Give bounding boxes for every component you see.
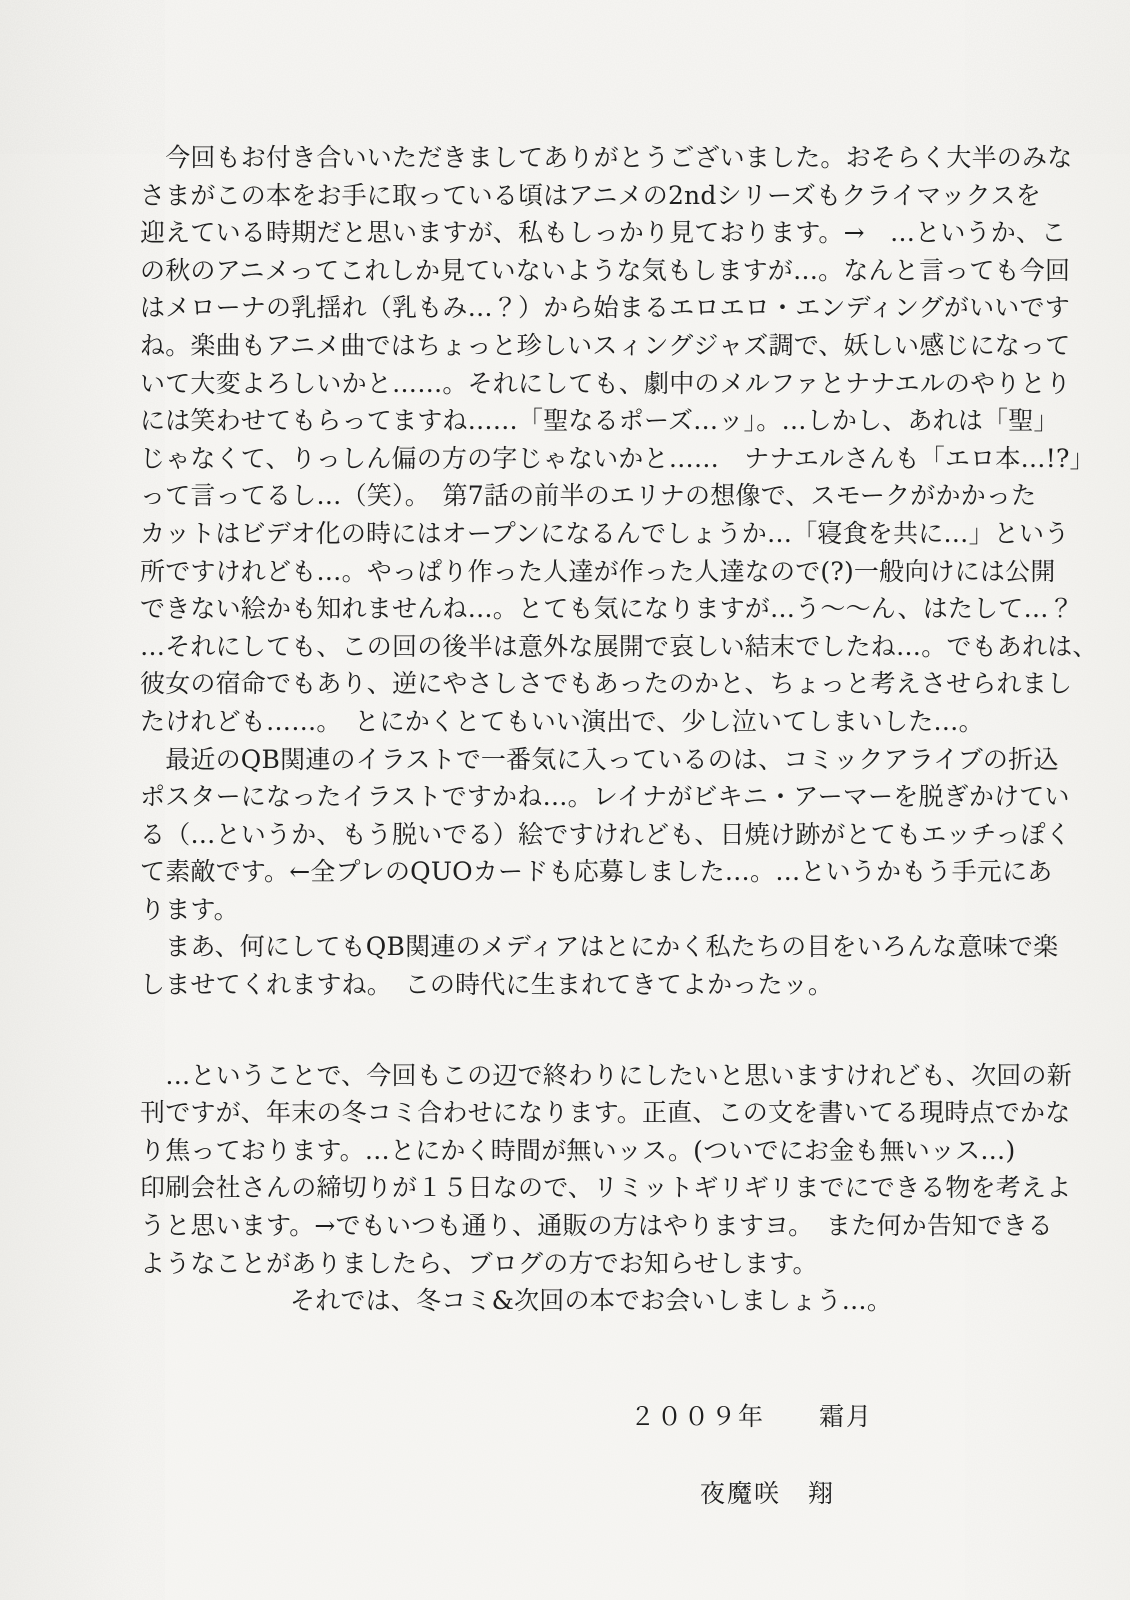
text-line: る（…というか、もう脱いでる）絵ですけれども、日焼け跡がとてもエッチっぽく (140, 819, 1071, 849)
text-line: …ということで、今回もこの辺で終わりにしたいと思いますけれども、次回の新 (140, 1060, 1072, 1090)
text-line: 刊ですが、年末の冬コミ合わせになります。正直、この文を書いてる現時点でかな (140, 1098, 1071, 1128)
text-line: カットはビデオ化の時にはオープンになるんでしょうか…「寝食を共に…」という (140, 518, 1070, 548)
text-line: 今回もお付き合いいただきましてありがとうございました。おそらく大半のみな (140, 143, 1073, 172)
text-line: まあ、何にしてもQB関連のメディアはとにかく私たちの目をいろんな意味で楽 (140, 932, 1059, 962)
text-line: できない絵かも知れませんね…。とても気になりますが…う～～ん、はたして…？ (140, 594, 1074, 624)
text-line: しませてくれますね。 この時代に生まれてきてよかったッ。 (140, 970, 834, 1000)
text-line: って言ってるし…（笑）。 第7話の前半のエリナの想像で、スモークがかかった (140, 481, 1037, 511)
text-line: じゃなくて、りっしん偏の方の字じゃないかと…… ナナエルさんも「エロ本…!?」 (140, 443, 1095, 473)
text-line: ね。楽曲もアニメ曲ではちょっと珍しいスィングジャズ調で、妖しい感じになって (140, 330, 1071, 360)
text-line: には笑わせてもらってますね……「聖なるポーズ…ッ」。…しかし、あれは「聖」 (140, 406, 1059, 436)
date-line: ２００９年 霜月 (630, 1401, 874, 1431)
text-line: ようなことがありましたら、ブログの方でお知らせします。 (140, 1248, 818, 1278)
afterword-text (140, 139, 1098, 1513)
text-line: て素敵です。←全プレのQUOカードも応募しました…。…というかもう手元にあ (140, 857, 1053, 887)
paragraph-poster-illustration (140, 741, 1071, 929)
paragraph-anime-impressions (140, 139, 1098, 741)
text-line: 迎えている時期だと思いますが、私もしっかり見ております。→ …というか、こ (140, 218, 1067, 248)
author-signature: 夜魔咲 翔 (700, 1479, 836, 1509)
text-line: はメローナの乳揺れ（乳もみ…？）から始まるエロエロ・エンディングがいいです (140, 293, 1070, 323)
text-line: うと思います。→でもいつも通り、通販の方はやりますヨ。 また何か告知できる (140, 1211, 1053, 1241)
closing-line: それでは、冬コミ&次回の本でお会いしましょう…。 (290, 1286, 893, 1316)
text-line: り焦っております。…とにかく時間が無いッス。(ついでにお金も無いッス…) (140, 1135, 1016, 1165)
text-line: の秋のアニメってこれしか見ていないような気もしますが…。なんと言っても今回 (140, 255, 1071, 285)
text-line: …それにしても、この回の後半は意外な展開で哀しい結末でしたね…。でもあれは、 (140, 631, 1098, 661)
text-line: ポスターになったイラストですかね…。レイナがビキニ・アーマーを脱ぎかけてい (140, 782, 1070, 812)
text-line: さまがこの本をお手に取っている頃はアニメの2ndシリーズもクライマックスを (140, 180, 1041, 210)
text-line: 彼女の宿命でもあり、逆にやさしさでもあったのかと、ちょっと考えさせられまし (140, 669, 1073, 699)
text-line: たけれども……。 とにかくとてもいい演出で、少し泣いてしまいした…。 (140, 706, 984, 736)
text-line: 印刷会社さんの締切りが１５日なので、リミットギリギリまでにできる物を考えよ (140, 1173, 1072, 1203)
text-line: いて大変よろしいかと……。それにしても、劇中のメルファとナナエルのやりとり (140, 368, 1071, 398)
paragraph-qb-media (140, 928, 1059, 1003)
text-line: 最近のQB関連のイラストで一番気に入っているのは、コミックアライブの折込 (140, 744, 1059, 774)
text-line: ります。 (140, 894, 239, 924)
text-line: 所ですけれども…。やっぱり作った人達が作った人達なので(?)一般向けには公開 (140, 556, 1056, 586)
paragraph-next-book (140, 1057, 1072, 1283)
